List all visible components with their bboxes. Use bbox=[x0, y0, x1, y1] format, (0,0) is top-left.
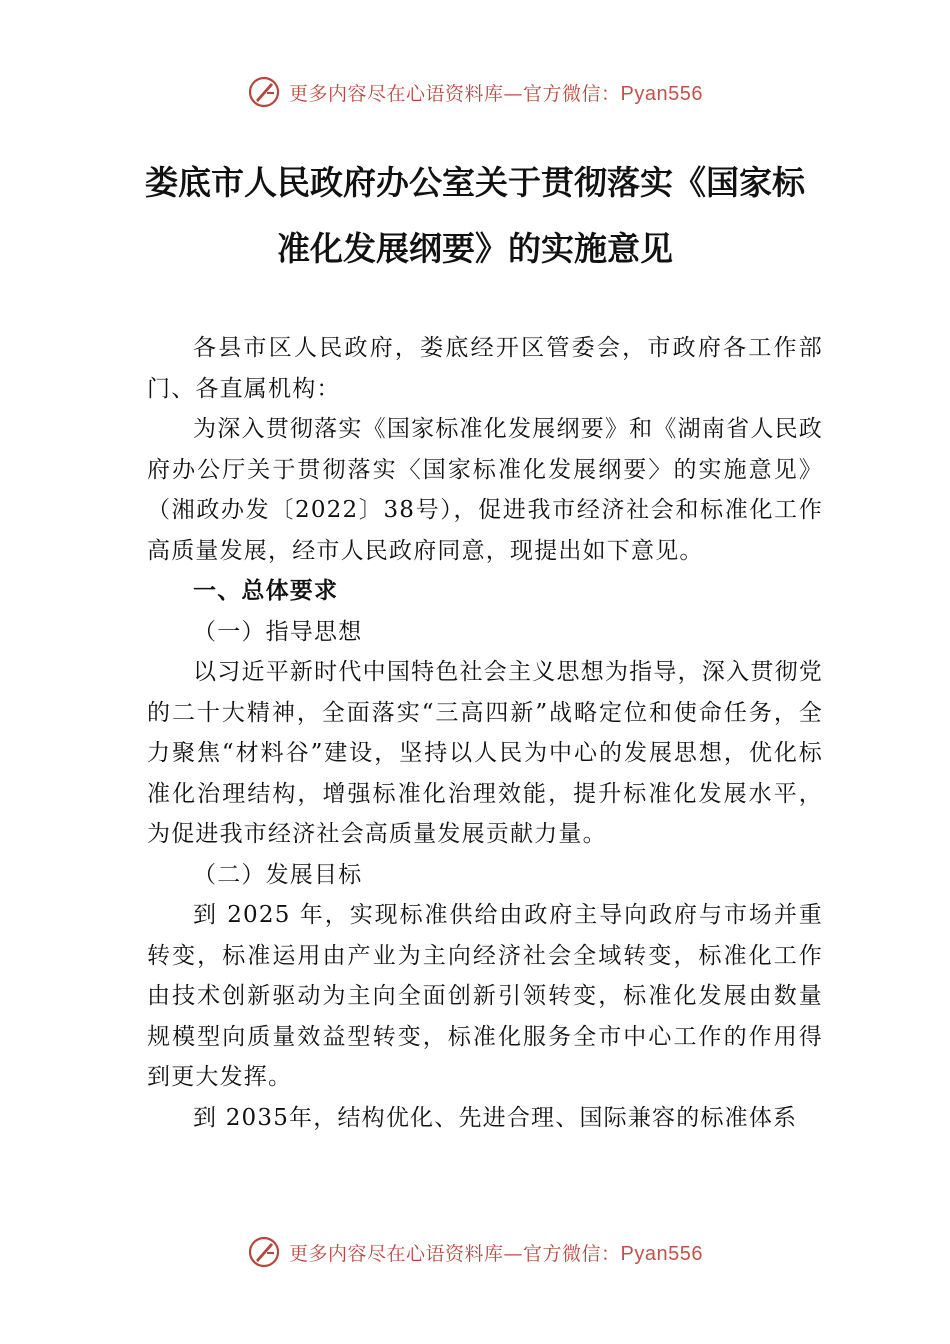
watermark-text: 更多内容尽在心语资料库—官方微信：Pyan556 bbox=[289, 82, 703, 105]
subheading-development-goals: （二）发展目标 bbox=[193, 861, 363, 888]
goal-2035-paragraph: 到 2035年，结构优化、先进合理、国际兼容的标准体系 bbox=[193, 1104, 798, 1131]
quill-circle-logo-icon bbox=[247, 75, 281, 109]
intro-paragraph: 为深入贯彻落实《国家标准化发展纲要》和《湖南省人民政府办公厅关于贯彻落实〈国家标准化发展纲要〉的实施意见》（湘政办发〔2022〕38号），促进我市经济社会和标准化工作高质量发展，经市人民政府同意，现提出如下意见。 bbox=[147, 416, 823, 564]
wechat-id: Pyan556 bbox=[620, 1242, 703, 1265]
document-title: 娄底市人民政府办公室关于贯彻落实《国家标准化发展纲要》的实施意见 bbox=[145, 163, 805, 268]
salutation: 各县市区人民政府，娄底经开区管委会，市政府各工作部门、各直属机构： bbox=[147, 335, 823, 402]
section-heading-overall-requirements: 一、总体要求 bbox=[193, 578, 339, 604]
wechat-id: Pyan556 bbox=[620, 82, 703, 105]
watermark-banner-top bbox=[0, 72, 950, 112]
watermark-banner-bottom bbox=[0, 1232, 950, 1272]
subheading-guiding-ideology: （一）指导思想 bbox=[193, 618, 363, 645]
watermark-text: 更多内容尽在心语资料库—官方微信：Pyan556 bbox=[289, 1242, 703, 1265]
quill-circle-logo-icon bbox=[247, 1235, 281, 1269]
goal-2025-paragraph: 到 2025 年，实现标准供给由政府主导向政府与市场并重转变，标准运用由产业为主向经济社会全域转变，标准化工作由技术创新驱动为主向全面创新引领转变，标准化发展由数量规模型向质量效益型转变，标准化服务全市中心工作的作用得到更大发挥。 bbox=[147, 902, 823, 1090]
document-body bbox=[147, 328, 823, 1138]
guiding-ideology-paragraph: 以习近平新时代中国特色社会主义思想为指导，深入贯彻党的二十大精神，全面落实“三高四新”战略定位和使命任务，全力聚焦“材料谷”建设，坚持以人民为中心的发展思想，优化标准化治理结构，增强标准化治理效能，提升标准化发展水平，为促进我市经济社会高质量发展贡献力量。 bbox=[147, 659, 823, 847]
